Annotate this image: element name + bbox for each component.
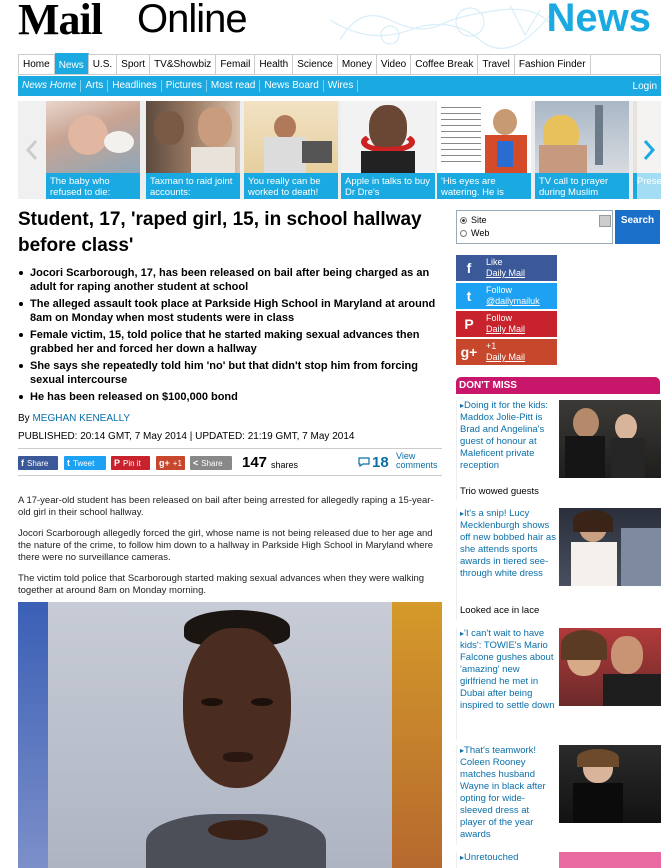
nav-item-travel[interactable]: Travel <box>478 55 514 74</box>
byline-prefix: By <box>18 413 30 424</box>
arrow-icon: ▸ <box>460 401 465 410</box>
summary-bullet: Jocori Scarborough, 17, has been released on bail after being charged as an adult for raping another student at school <box>18 266 448 294</box>
dont-miss-image <box>559 745 661 823</box>
comment-bubble-icon <box>358 457 370 467</box>
subnav-item-arts[interactable]: Arts <box>81 80 108 92</box>
nav-item-video[interactable]: Video <box>377 55 411 74</box>
summary-bullet: Female victim, 15, told police that he started making sexual advances then grabbed her and forced her down a hallway <box>18 328 448 356</box>
dont-miss-subtitle: Looked ace in lace <box>460 605 540 616</box>
shares-count: 147 <box>242 454 268 471</box>
secondary-nav <box>18 76 661 96</box>
search-widget <box>456 210 660 244</box>
nav-item-science[interactable]: Science <box>293 55 338 74</box>
nav-item-tv-showbiz[interactable]: TV&Showbiz <box>150 55 216 74</box>
facebook-icon: f <box>466 259 472 276</box>
nav-item-coffee-break[interactable]: Coffee Break <box>411 55 478 74</box>
article-summary-bullets <box>18 266 448 407</box>
carousel-caption: 'His eyes are watering. He is <box>437 173 531 199</box>
subnav-item-most-read[interactable]: Most read <box>207 80 260 92</box>
facebook-like-button[interactable]: f Like Daily Mail <box>456 255 557 281</box>
subnav-item-pictures[interactable]: Pictures <box>162 80 207 92</box>
dont-miss-item[interactable]: ▸It's a snip! Lucy Mecklenburgh shows off new bobbed hair as she attends sports awards in tiered see-through white dress Looked ace in lace <box>456 508 660 620</box>
logo-online[interactable]: Online <box>137 0 247 41</box>
nav-item-sport[interactable]: Sport <box>117 55 150 74</box>
login-link[interactable]: Login <box>632 80 657 92</box>
article-paragraph: The victim told police that Scarborough started making sexual advances when they were walking together at around 8am on Monday morning. <box>18 573 425 596</box>
dont-miss-image <box>559 400 661 478</box>
pinterest-icon: P <box>114 458 121 468</box>
channel-title: News <box>546 0 651 40</box>
nav-item-u-s-[interactable]: U.S. <box>89 55 117 74</box>
dont-miss-image <box>559 628 661 706</box>
generic-share-button[interactable]: < Share <box>190 456 232 470</box>
primary-nav <box>18 54 661 75</box>
subnav-item-headlines[interactable]: Headlines <box>108 80 161 92</box>
facebook-icon: f <box>21 458 24 468</box>
arrow-icon: ▸ <box>460 509 465 518</box>
nav-item-money[interactable]: Money <box>338 55 377 74</box>
nav-item-news[interactable]: News <box>55 53 89 74</box>
googleplus-icon: g+ <box>159 458 170 468</box>
carousel-item[interactable] <box>535 101 629 199</box>
googleplus-icon: g+ <box>460 343 478 360</box>
nav-item-health[interactable]: Health <box>255 55 293 74</box>
search-option-web[interactable]: Web <box>460 228 489 238</box>
carousel-item[interactable] <box>46 101 140 199</box>
carousel-image <box>244 101 338 173</box>
carousel-item[interactable] <box>146 101 240 199</box>
carousel-image <box>341 101 435 173</box>
carousel-item[interactable] <box>244 101 338 199</box>
pinterest-share-button[interactable]: P Pin it <box>111 456 150 470</box>
carousel-image <box>146 101 240 173</box>
carousel-next-button[interactable] <box>637 101 661 199</box>
chevron-left-icon <box>26 139 38 161</box>
pinterest-icon: P <box>464 315 474 332</box>
arrow-icon: ▸ <box>460 746 465 755</box>
share-icon: < <box>193 458 199 468</box>
carousel-caption: Apple in talks to buy Dr Dre's <box>341 173 435 199</box>
summary-bullet: She says she repeatedly told him 'no' but that didn't stop him from forcing sexual intercourse <box>18 359 448 387</box>
carousel-caption: The baby who refused to die: <box>46 173 140 199</box>
carousel-item[interactable] <box>341 101 435 199</box>
decorative-swirl-graphic <box>330 0 560 52</box>
summary-bullet: The alleged assault took place at Parkside High School in Maryland at around 8am on Monday when most students were in class <box>18 297 448 325</box>
subnav-item-news-board[interactable]: News Board <box>260 80 323 92</box>
subnav-item-wires[interactable]: Wires <box>324 80 359 92</box>
search-option-site[interactable]: Site <box>460 215 487 225</box>
share-bar <box>18 448 442 476</box>
article-paragraph: A 17-year-old student has been released on bail after being arrested for allegedly raping a 15-year-old girl in their school hallway. <box>18 495 434 518</box>
subnav-item-news-home[interactable]: News Home <box>18 80 81 92</box>
nav-item-femail[interactable]: Femail <box>216 55 255 74</box>
radio-icon <box>460 230 467 237</box>
article-paragraph: Jocori Scarborough allegedly forced the girl, whose name is not being released due to her age and the nature of the crime, to follow him down to a hallway in Parkside High School in Maryland where there were no surveillance cameras. <box>18 528 434 563</box>
dont-miss-item[interactable]: ▸Unretouched <box>456 852 660 868</box>
logo-mail[interactable]: Mail <box>18 0 102 44</box>
dont-miss-item[interactable]: ▸'I can't wait to have kids': TOWIE's Mario Falcone gushes about 'amazing' new girlfriend he met in Dubai after being inspired to settle down <box>456 628 660 740</box>
facebook-share-button[interactable]: f Share <box>18 456 58 470</box>
carousel-caption: TV call to prayer during Muslim <box>535 173 629 199</box>
article-headline: Student, 17, 'raped girl, 15, in school hallway before class' <box>18 209 422 256</box>
googleplus-follow-button[interactable]: g+ +1 Daily Mail <box>456 339 557 365</box>
publish-info: PUBLISHED: 20:14 GMT, 7 May 2014 | UPDATED: 21:19 GMT, 7 May 2014 <box>18 431 355 442</box>
twitter-share-button[interactable]: t Tweet <box>64 456 106 470</box>
twitter-icon: t <box>67 458 70 468</box>
dont-miss-item[interactable]: ▸Doing it for the kids: Maddox Jolie-Pitt is Brad and Angelina's guest of honour at Maleficent private reception Trio wowed guests <box>456 400 660 500</box>
carousel-prev-button[interactable] <box>18 101 46 199</box>
shares-label: shares <box>271 460 299 470</box>
comments-count[interactable]: 18 <box>372 454 389 471</box>
carousel-image <box>535 101 629 173</box>
carousel-item[interactable] <box>437 101 531 199</box>
radio-selected-icon <box>460 217 467 224</box>
nav-item-home[interactable]: Home <box>19 55 55 74</box>
site-header <box>0 0 669 52</box>
nav-item-fashion-finder[interactable]: Fashion Finder <box>515 55 591 74</box>
twitter-follow-button[interactable]: t Follow @dailymailuk <box>456 283 557 309</box>
googleplus-share-button[interactable]: g+ +1 <box>156 456 185 470</box>
pinterest-follow-button[interactable]: P Follow Daily Mail <box>456 311 557 337</box>
chevron-right-icon <box>643 139 655 161</box>
view-comments-link[interactable]: View comments <box>396 451 438 470</box>
dont-miss-image <box>559 508 661 586</box>
search-button[interactable]: Search <box>615 210 660 244</box>
dont-miss-item[interactable]: ▸That's teamwork! Coleen Rooney matches husband Wayne in black after opting for wide-sleeved dress at player of the year awards <box>456 745 660 845</box>
carousel-image <box>46 101 140 173</box>
article-photo <box>18 602 442 868</box>
byline <box>18 413 130 424</box>
carousel-caption: You really can be worked to death! <box>244 173 338 199</box>
twitter-icon: t <box>466 287 472 304</box>
arrow-icon: ▸ <box>460 629 465 638</box>
arrow-icon: ▸ <box>460 853 465 862</box>
news-carousel <box>18 101 661 199</box>
search-input[interactable] <box>456 210 613 244</box>
dont-miss-title: DON'T MISS <box>456 377 660 394</box>
author-link[interactable]: MEGHAN KENEALLY <box>32 413 131 424</box>
carousel-caption: Taxman to raid joint accounts: <box>146 173 240 199</box>
summary-bullet: He has been released on $100,000 bond <box>18 390 448 404</box>
dont-miss-subtitle: Trio wowed guests <box>460 486 539 497</box>
search-icon <box>599 215 611 227</box>
dont-miss-image <box>559 852 661 868</box>
carousel-image <box>437 101 531 173</box>
